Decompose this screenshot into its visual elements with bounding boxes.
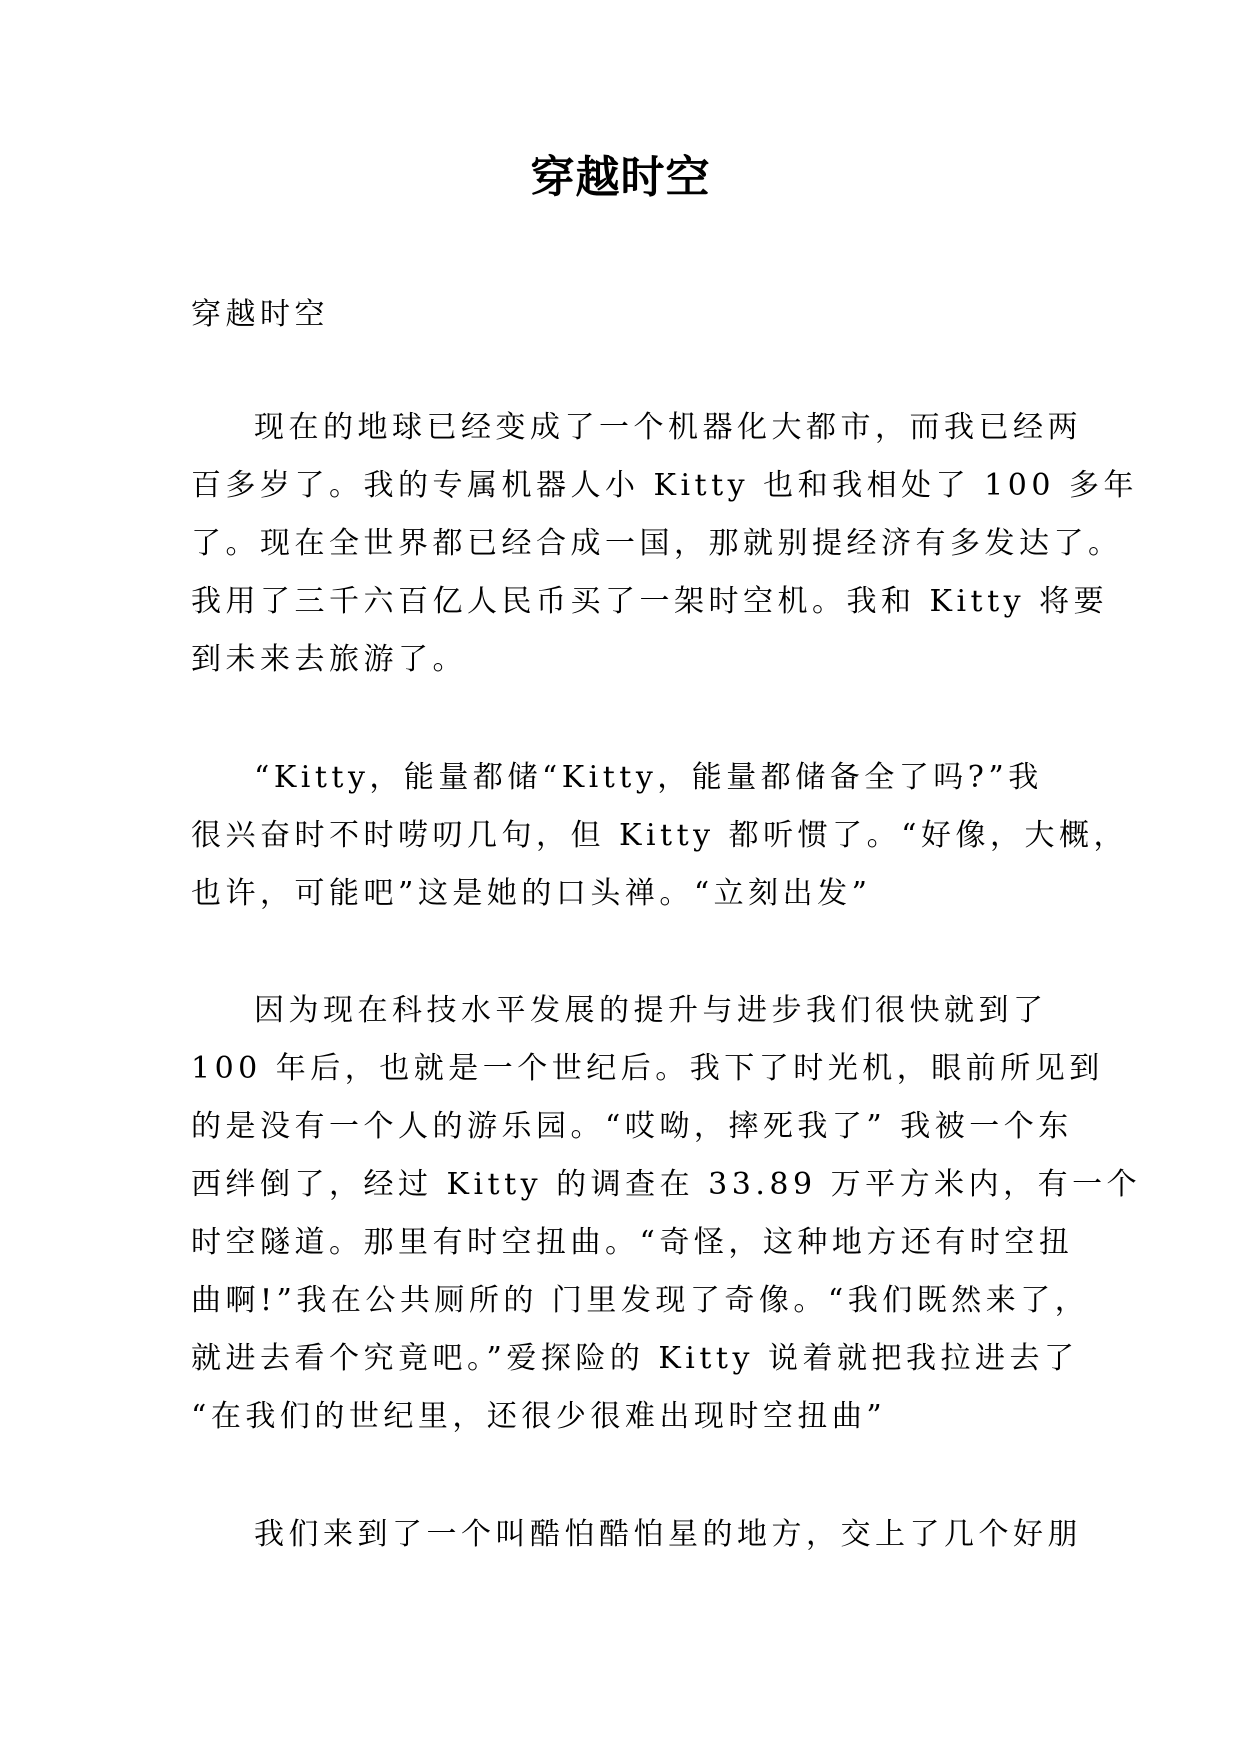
paragraph-line: 很兴奋时不时唠叨几句，但 Kitty 都听惯了。“好像，大概， — [191, 818, 1128, 853]
paragraph-line: 因为现在科技水平发展的提升与进步我们很快就到了 — [254, 993, 1048, 1028]
paragraph-line: “Kitty，能量都储“Kitty，能量都储备全了吗?”我 — [254, 760, 1043, 795]
document-subtitle: 穿越时空 — [191, 297, 329, 332]
paragraph-line: 也许，可能吧”这是她的口头禅。“立刻出发” — [191, 876, 872, 911]
paragraph-line: 时空隧道。那里有时空扭曲。“奇怪，这种地方还有时空扭 — [191, 1225, 1074, 1260]
paragraph-line: 的是没有一个人的游乐园。“哎呦，摔死我了” 我被一个东 — [191, 1109, 1073, 1144]
paragraph-line: 现在的地球已经变成了一个机器化大都市，而我已经两 — [254, 410, 1082, 445]
paragraph-line: “在我们的世纪里，还很少很难出现时空扭曲” — [191, 1399, 887, 1434]
paragraph-line: 100 年后，也就是一个世纪后。我下了时光机，眼前所见到 — [191, 1051, 1104, 1086]
document-title: 穿越时空 — [530, 152, 711, 203]
paragraph-line: 曲啊!”我在公共厕所的 门里发现了奇像。“我们既然来了， — [191, 1283, 1090, 1318]
paragraph-line: 我们来到了一个叫酷怕酷怕星的地方，交上了几个好朋 — [254, 1517, 1082, 1552]
paragraph-line: 百多岁了。我的专属机器人小 Kitty 也和我相处了 100 多年 — [191, 468, 1138, 503]
paragraph-line: 了。现在全世界都已经合成一国，那就别提经济有多发达了。 — [191, 526, 1123, 561]
paragraph-line: 西绊倒了，经过 Kitty 的调查在 33.89 万平方米内，有一个 — [191, 1167, 1142, 1202]
paragraph-line: 我用了三千六百亿人民币买了一架时空机。我和 Kitty 将要 — [191, 584, 1109, 619]
paragraph-line: 就进去看个究竟吧。”爱探险的 Kitty 说着就把我拉进去了 — [191, 1341, 1079, 1376]
paragraph-line: 到未来去旅游了。 — [191, 642, 467, 677]
